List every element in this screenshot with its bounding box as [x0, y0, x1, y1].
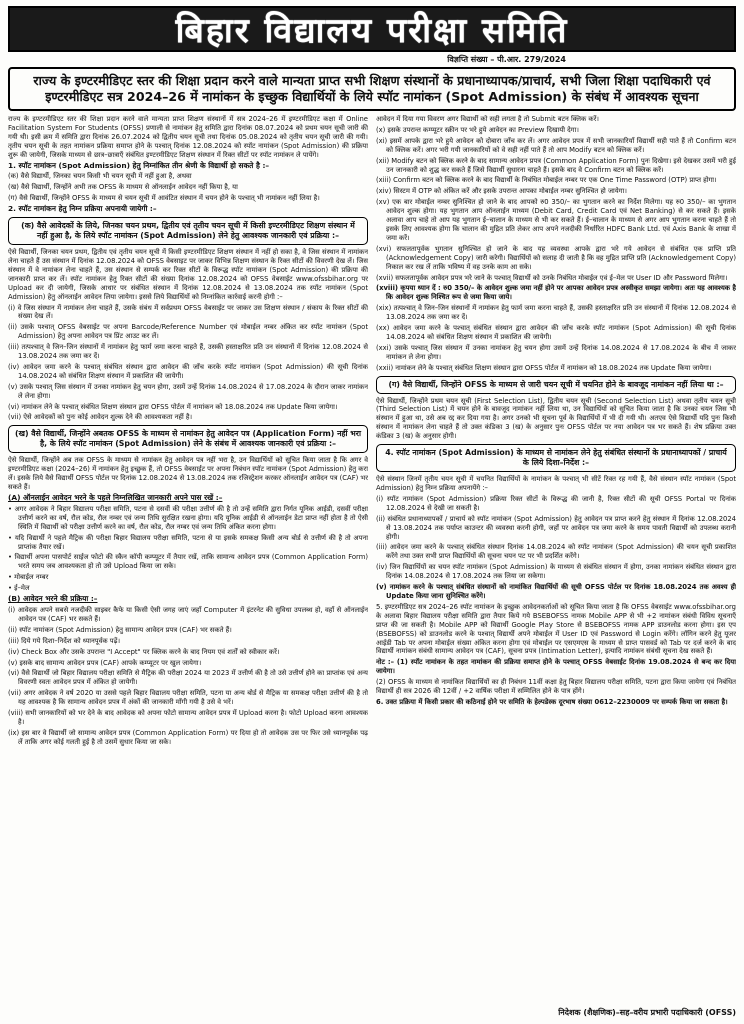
process-step: (i) वे जिस संस्थान में नामांकन लेना चाहते हैं, उसके संबंध में सर्वप्रथम OFSS वेबसाईट पर जाकर उस शिक्षण संस्थान / संकाय के रिक्त सीटों की संख्या देख लें। [8, 303, 368, 321]
signature-line: निदेशक (शैक्षणिक)–सह–वरीय प्रभारी पदाधिकारी (OFSS) [558, 1008, 736, 1017]
subsection-kha-paragraph: ऐसे विद्यार्थी, जिन्होंने अब तक OFSS के माध्यम से नामांकन हेतु आवेदन पत्र नहीं भरा है, उन विद्यार्थियों को सूचित किया जाता है कि अगर वे इण्टरमीडिएट कक्षा (2024–26) में नामांकन हेतु इच्छुक हैं, तो OFSS वेबसाईट पर अपना निबंधन स्पॉट नामांकन (Spot Admission) हेतु करा लें। इसके लिये वैसे विद्यार्थी OFSS पोर्टल पर दिनांक 12.08.2024 से 13.08.2024 तक रजिस्ट्रेशन करकर ऑनलाईन आवेदन पत्र (CAF) भर सकते हैं। [8, 456, 368, 492]
process-step: (vii) ऐसे आवेदकों को पुनः कोई आवेदन शुल्क देने की आवश्यकता नहीं है। [8, 413, 193, 422]
institution-step: (ii) संबंधित प्रधानाध्यापकों / प्राचार्य को स्पॉट नामांकन (Spot Admission) हेतु आवेदन पत्र प्राप्त करने हेतु संस्थान में दिनांक 12.08.2024 से 13.08.2024 तक पर्याप्त काउन्टर की व्यवस्था करनी होगी, जहाँ पर आवेदन पत्र जमा करने के समय पावती विद्यार्थी को उपलब्ध करानी होगी। [376, 514, 736, 541]
eligibility-item: (ग) वैसे विद्यार्थी, जिन्होंने OFSS के माध्यम से चयन सूची में आवंटित संस्थान में चयन होने के पश्चात् भी नामांकन नहीं लिया है। [8, 194, 320, 203]
process-step: (iv) आवेदन जमा करने के पश्चात् संबंधित संस्थान द्वारा आवेदन की जाँच करके स्पॉट नामांकन (Spot Admission) की सूची दिनांक 14.08.2024 को संबंधित शिक्षण संस्थान में प्रकाशित की जायेगी। [8, 362, 368, 380]
left-column [8, 115, 368, 985]
application-step: (xviii) कृपया ध्यान दें : रु0 350/– के आवेदन शुल्क जमा नहीं होने पर आपका आवेदन प्रपत्र अस्वीकृत समझा जायेगा। अतः यह आवश्यक है कि आवेदन शुल्क निश्चित रूप से जमा किया जाये। [376, 284, 736, 302]
application-step: (vi) वैसे विद्यार्थी जो बिहार विद्यालय परीक्षा समिति से मैट्रिक की परीक्षा 2024 या 2023 में उत्तीर्ण की है तो उसे उत्तीर्ण होने का प्राप्तांक एवं अन्य विवरणी स्वतः आवेदन प्रपत्र में अंकित हो जायेगी। [8, 669, 368, 687]
application-step: (xiv) सिस्टम में OTP को अंकित करें और इसके उपरान्त आपका मोबाईल नम्बर सुनिश्चित हो जायेगा। [376, 187, 627, 196]
section-a-heading: (A) ऑनलाईन आवेदन भरने के पहले निम्नलिखित जानकारी अपने पास रखें :– [8, 493, 223, 502]
requirement-item: • ई–मेल [8, 584, 30, 593]
advertisement-number: विज्ञप्ति संख्या – पी.आर. 279/2024 [447, 55, 566, 64]
note-1: नोट :– (1) स्पॉट नामांकन के तहत नामांकन की प्रक्रिया समाप्त होने के पश्चात् OFSS वेबसाईट दिनांक 19.08.2024 से बन्द कर दिया जायेगा। [376, 658, 736, 676]
application-step: (ix) इस बार वे विद्यार्थी जो सामान्य आवेदन प्रपत्र (Common Application Form) पर दिया हो तो आवेदक उस पर फिर उसे ध्यानपूर्वक पढ़ लें ताकि अगर कोई गलती हुई है तो उसमें सुधार किया जा सके। [8, 728, 368, 746]
requirement-item: • यदि विद्यार्थी ने पहले मैट्रिक की परीक्षा बिहार विद्यालय परीक्षा समिति, पटना से या इसके समकक्ष किसी अन्य बोर्ड से उत्तीर्ण की है तो अपना प्राप्तांक तैयार रखें। [8, 533, 368, 551]
application-step: (xix) तत्पश्चात् वे जिन–जिन संस्थानों में नामांकन हेतु फार्म जमा करना चाहते हैं, उसकी हस्ताक्षरित प्रति उन संस्थानों में दिनांक 12.08.2024 से 13.08.2024 तक जमा कर दें। [376, 304, 736, 322]
section-5-paragraph: 5. इण्टरमीडिएट सत्र 2024–26 स्पॉट नामांकन के इच्छुक आवेदनकर्ताओं को सूचित किया जाता है कि OFSS वेबसाईट www.ofssbihar.org के अलावा बिहार विद्यालय परीक्षा समिति द्वारा तैयार किये गये BSEBOFSS नामक Mobile APP से भी +2 नामांकन संबंधी विविध सूचनाएँ प्राप्त की जा सकती है। Mobile APP को विद्यार्थी Google Play Store से BSEBOFSS नामक APP डाउनलोड करना होगा। इस एप (BSEBOFSS) को डाउनलोड करने के पश्चात् विद्यार्थी अपने मोबाईल में User ID एवं Password से Login करेंगे। लॉगिन करने हेतु यूजर आईडी Tab पर अपना मोबाईल संख्या अंकित करना होगा एवं मोबाईल पर एसएमएस के माध्यम से प्राप्त पासवर्ड को Tab पर दर्ज करने के बाद विद्यार्थी नामांकन संबंधी सामान्य आवेदन पत्र (CAF), सूचना प्रपत्र (Intimation Letter), इत्यादि नामांकन संबंधी सूचना देख सकते हैं। [376, 602, 736, 656]
helpdesk-paragraph: 6. उक्त प्रक्रिया में किसी प्रकार की कठिनाई होने पर समिति के हेल्पडेस्क दूरभाष संख्या 0612–2230009 पर सम्पर्क किया जा सकता है। [376, 697, 728, 706]
subsection-ga-paragraph: ऐसे विद्यार्थी, जिन्होंने प्रथम चयन सूची (First Selection List), द्वितीय चयन सूची (Second Selection List) अथवा तृतीय चयन सूची (Third Selection List) में चयन होने के बावजूद नामांकन नहीं लिया था, उन विद्यार्थियों को सूचित किया जाता है कि उनका चयन जिस भी संस्थान में हुआ था, उसे अब रद्द कर दिया गया है। अगर उनको भी सूचना पूर्व के विद्यार्थियों में भी दी गयी थी। अतएव ऐसे विद्यार्थी यदि पुनः किसी संस्थान में नामांकन लेना चाहते हैं तो उक्त कंडिका 3 (ख) के अनुसार पुनः OFSS पोर्टल पर नया आवेदन पत्र भर सकते हैं। शेष प्रक्रिया उक्त कंडिका 3 (ख) के अनुसार होगी। [376, 396, 736, 441]
section-1-heading: 1. स्पॉट नामांकन (Spot Admission) हेतु निम्नांकित तीन श्रेणी के विद्यार्थी हो सकते है :– [8, 160, 270, 170]
subsection-ga-box: (ग) वैसे विद्यार्थी, जिन्होंने OFSS के माध्यम से जारी चयन सूची में चयनित होने के बावजूद नामांकन नहीं लिया था :– [376, 376, 736, 394]
section-4-paragraph: ऐसे संस्थान जिनमें तृतीय चयन सूची में चयनित विद्यार्थियों के नामांकन के पश्चात् भी सीटें रिक्त रह गयी हैं, वैसे संस्थान स्पॉट नामांकन (Spot Admission) हेतु निम्न प्रक्रिया अपनायेंगे :– [376, 475, 736, 492]
requirement-item: • मोबाईल नम्बर [8, 573, 49, 582]
subsection-ka-box: (क) वैसे आवेदकों के लिये, जिनका चयन प्रथम, द्वितीय एवं तृतीय चयन सूची में किसी इण्टरमीडिएट शिक्षण संस्थान में नहीं हुआ है, के लिये स्पॉट नामांकन (Spot Admission) लेने हेतु आवश्यक जानकारी एवं प्रक्रिया :– [8, 217, 368, 245]
subsection-kha-box: (ख) वैसे विद्यार्थी, जिन्होंने अबतक OFSS के माध्यम से नामांकन हेतु आवेदन पत्र (Application Form) नहीं भरा है, के लिये स्पॉट नामांकन (Spot Admission) लेने के संबंध में आवश्यक जानकारी एवं प्रक्रिया :– [8, 425, 368, 453]
notice-headline: राज्य के इण्टरमीडिएट स्तर की शिक्षा प्रदान करने वाले मान्यता प्राप्त सभी शिक्षण संस्थानों के प्रधानाध्यापक/प्राचार्य, सभी जिला शिक्षा पदाधिकारी एवं इण्टरमीडिएट सत्र 2024–26 में नामांकन के इच्छुक विद्यार्थियों के लिये स्पॉट नामांकन (Spot Admission) के संबंध में आवश्यक सूचना [8, 67, 736, 111]
intro-paragraph: राज्य के इण्टरमीडिएट स्तर की शिक्षा प्रदान करने वाले मान्यता प्राप्त शिक्षण संस्थानों में सत्र 2024–26 में इण्टरमीडिएट कक्षा में Online Facilitation System For Students (OFSS) प्रणाली से नामांकन हेतु समिति द्वारा दिनांक 08.07.2024 को प्रथम चयन सूची जारी की गयी थी। इसी क्रम में समिति द्वारा दिनांक 26.07.2024 को द्वितीय चयन सूची तथा दिनांक 05.08.2024 को तृतीय चयन सूची जारी की गयी। तृतीय चयन सूची के तहत नामांकन प्रक्रिया समाप्त होने के पश्चात् दिनांक 12.08.2024 को स्पॉट नामांकन (Spot Admission) की प्रक्रिया शुरू की जायेगी, जिसके माध्यम से छात्र–छात्राएँ संबंधित इण्टरमीडिएट शिक्षण संस्थान में रिक्त सीटों पर स्पॉट नामांकन ले पायेंगे। [8, 115, 368, 159]
application-step: (x) इसके उपरान्त कम्प्यूटर स्क्रीन पर भरे हुये आवेदन का Preview दिखायी देगा। [376, 125, 579, 134]
section-4-box: 4. स्पॉट नामांकन (Spot Admission) के माध्यम से नामांकन लेने हेतु संबंधित संस्थानों के प्रधानाध्यापकों / प्राचार्य के लिये दिशा–निर्देश :– [376, 444, 736, 472]
application-step: (viii) सभी जानकारियों को भर देने के बाद आवेदक को अपना फोटो सामान्य आवेदन प्रपत्र में Upload करना है। फोटो Upload करना आवश्यक है। [8, 709, 368, 726]
application-step: (xi) इसमें आपके द्वारा भरे हुये आवेदन को दोबारा जाँच कर लें। अगर आवेदन प्रपत्र में सभी जानकारियाँ विद्यार्थी सही पाते हैं तो Confirm बटन को क्लिक करें। अगर भरी गयी जानकारियों को वे सही नहीं पाते हैं तो आप Modify बटन को क्लिक करें। [376, 136, 736, 154]
institution-step: (v) नामांकन करने के पश्चात् संबंधित संस्थानों को नामांकित विद्यार्थियों की सूची OFSS पोर्टल पर दिनांक 18.08.2024 तक अवश्य ही Update किया जाना सुनिश्चित करेंगे। [376, 583, 736, 600]
section-b-heading: (B) आवेदन भरने की प्रक्रिया :– [8, 594, 98, 604]
notice-body [8, 115, 736, 985]
institution-step: (iii) आवेदन जमा करने के पश्चात् संबंधित संस्थान दिनांक 14.08.2024 को स्पॉट नामांकन (Spot Admission) की चयन सूची प्रकाशित करेंगे तथा उक्त सभी प्राप्त विद्यार्थियों की सूचना चयन पट पर भी प्रदर्शित करेंगे। [376, 543, 736, 561]
institution-step: (iv) जिन विद्यार्थियों का चयन स्पॉट नामांकन (Spot Admission) के माध्यम से संबंधित संस्थान में होगा, उनका नामांकन संबंधित संस्थान द्वारा दिनांक 14.08.2024 से 17.08.2024 तक लिया जा सकेगा। [376, 563, 736, 581]
application-step: (xxii) नामांकन लेने के पश्चात् संबंधित शिक्षण संस्थान द्वारा OFSS पोर्टल में नामांकन को 18.08.2024 तक Update किया जायेगा। [376, 363, 712, 372]
process-step: (ii) उसके पश्चात् OFSS वेबसाईट पर अपना Barcode/Reference Number एवं मोबाईल नम्बर अंकित कर स्पॉट नामांकन (Spot Admission) हेतु अपना आवेदन पत्र प्रिंट आउट कर लें। [8, 323, 368, 341]
process-step: (iii) तत्पश्चात् वे जिन–जिन संस्थानों में नामांकन हेतु फार्म जमा करना चाहते हैं, उसकी हस्ताक्षरित प्रति उन संस्थानों में दिनांक 12.08.2024 से 13.08.2024 तक जमा कर दें। [8, 343, 368, 361]
note-2: (2) OFSS के माध्यम से नामांकित विद्यार्थियों का ही निबंधन 11वीं कक्षा हेतु बिहार विद्यालय परीक्षा समिति, पटना द्वारा किया जायेगा एवं निबंधित विद्यार्थी ही सत्र 2026 की 12वीं / +2 वार्षिक परीक्षा में सम्मिलित होने के पात्र होंगे। [376, 678, 736, 696]
institution-step: (i) स्पॉट नामांकन (Spot Admission) प्रक्रिया रिक्त सीटों के विरूद्ध की जानी है, रिक्त सीटों की सूची OFSS Portal पर दिनांक 12.08.2024 से देखी जा सकती है। [376, 494, 736, 512]
application-step: (xiii) Confirm बटन को क्लिक करने के बाद विद्यार्थी के निबंधित मोबाईल नम्बर पर एक One Time Password (OTP) प्राप्त होगा। [376, 176, 717, 185]
application-step: (iii) दिये गये दिशा–निर्देश को ध्यानपूर्वक पढ़ें। [8, 636, 121, 645]
application-step: (v) इसके बाद सामान्य आवेदन प्रपत्र (CAF) आपके कम्प्यूटर पर खुल जायेगा। [8, 658, 202, 667]
application-step: (i) आवेदक अपने सबसे नजदीकी साइबर कैफे या किसी ऐसी जगह जाएं जहाँ Computer में इंटरनेट की सुविधा उपलब्ध हो, वहाँ से ऑनलाईन आवेदन पत्र (CAF) भर सकते हैं। [8, 605, 368, 623]
requirement-item: • अगर आवेदक ने बिहार विद्यालय परीक्षा समिति, पटना से दसवीं की परीक्षा उत्तीर्ण की है तो उन्हें समिति द्वारा निर्गत यूनिक आईडी, दसवीं परीक्षा उत्तीर्ण करने का वर्ष, रौल कोड, रौल नम्बर एवं जन्म तिथि सुरक्षित रखना होगा। यदि यूनिक आईडी से ऑनलाईन डेटा प्राप्त नहीं होता है तो ऐसी स्थिति में विद्यार्थी को परीक्षा उत्तीर्ण करने का वर्ष, रौल कोड, रौल नम्बर एवं जन्म तिथि अंकित करना होगा। [8, 504, 368, 531]
eligibility-item: (क) वैसे विद्यार्थी, जिनका चयन किसी भी चयन सूची में नहीं हुआ है, अथवा [8, 172, 192, 181]
board-title-banner: बिहार विद्यालय परीक्षा समिति [8, 6, 736, 52]
application-step: (xx) आवेदन जमा करने के पश्चात् संबंधित संस्थान द्वारा आवेदन की जाँच करके स्पॉट नामांकन (Spot Admission) की सूची दिनांक 14.08.2024 को संबंधित शिक्षण संस्थान में प्रकाशित की जायेगी। [376, 324, 736, 341]
application-step: आवेदन में दिया गया विवरण अगर विद्यार्थी को सही लगता है तो Submit बटन क्लिक करें। [376, 115, 599, 123]
application-step: (ii) स्पॉट नामांकन (Spot Admission) हेतु सामान्य आवेदन प्रपत्र (CAF) भर सकते हैं। [8, 625, 232, 634]
process-step: (v) उसके पश्चात् जिस संस्थान में उनका नामांकन हेतु चयन होगा, उसमें उन्हें दिनांक 14.08.2024 से 17.08.2024 के दौरान जाकर नामांकन ले लेना होगा। [8, 382, 368, 400]
eligibility-item: (ख) वैसे विद्यार्थी, जिन्होंने अभी तक OFSS के माध्यम से ऑनलाईन आवेदन नहीं किया है, या [8, 183, 238, 192]
application-step: (xvi) सफलतापूर्वक भुगतान सुनिश्चित हो जाने के बाद यह व्यवस्था आपके द्वारा भरे गये आवेदन से संबंधित एक प्राप्ति प्रति (Acknowledgement Copy) जारी करेगी। विद्यार्थियों को सलाह दी जाती है कि वह मुद्रित प्राप्ति प्रति (Acknowledgement Copy) निकाल कर रख लें ताकि भविष्य में वह उनके काम आ सके। [376, 244, 736, 271]
application-step: (xii) Modify बटन को क्लिक करने के बाद सामान्य आवेदन प्रपत्र (Common Application Form) पुनः दिखेगा। इसे देखकर उसमें भरी हुई उन जानकारी को शुद्ध कर सकते हैं जिसे विद्यार्थी सुधारना चाहते हैं। इसके बाद वे Confirm बटन को क्लिक करें। [376, 156, 736, 174]
right-column [376, 115, 736, 985]
section-2-heading: 2. स्पॉट नामांकन हेतु निम्न प्रक्रिया अपनायी जायेगी :– [8, 204, 157, 214]
application-step: (xv) एक बार मोबाईल नम्बर सुनिश्चित हो जाने के बाद आपको रु0 350/– का भुगतान करने का निर्देश मिलेगा। यह रु0 350/– का भुगतान आवेदन शुल्क होगा। यह भुगतान आप ऑनलाईन माध्यम (Debit Card, Credit Card एवं Net Banking) से कर सकते हैं। इसके अलावा आप चाहे तो आप यह भुगतान ई–चालान के माध्यम से भी कर सकते हैं। ई–चालान के माध्यम से अगर आप भुगतान करना चाहते हैं तो इसके लिए आवश्यक होगा कि चालान की मुद्रित प्रति लेकर आप अपने नजदीकी निर्धारित HDFC Bank Ltd. एवं Axis Bank के शाखा में जमा करें। [376, 198, 736, 242]
requirement-item: • विद्यार्थी अपना पासपोर्ट साईज फोटो की स्कैन कॉपी कम्प्यूटर में तैयार रखें, ताकि सामान्य आवेदन प्रपत्र (Common Application Form) भरते समय जब आवश्यकता हो तो उसे Upload किया जा सके। [8, 553, 368, 571]
application-step: (iv) Check Box और उसके उपरान्त "I Accept" पर क्लिक करने के बाद नियम एवं शर्तों को स्वीकार करें। [8, 647, 280, 656]
process-step: (vi) नामांकन लेने के पश्चात् संबंधित शिक्षण संस्थान द्वारा OFSS पोर्टल में नामांकन को 18.08.2024 तक Update किया जायेगा। [8, 402, 338, 411]
application-step: (vii) अगर आवेदक ने वर्ष 2020 या उससे पहले बिहार विद्यालय परीक्षा समिति, पटना या अन्य बोर्ड से मैट्रिक या समकक्ष परीक्षा उत्तीर्ण की है तो यह आवश्यक है कि सामान्य आवेदन प्रपत्र में अंकों की जानकारी माँगी गयी है उसे वे भरें। [8, 689, 368, 707]
subsection-ka-paragraph: ऐसे विद्यार्थी, जिनका चयन प्रथम, द्वितीय एवं तृतीय चयन सूची में किसी इण्टरमीडिएट शिक्षण संस्थान में नहीं हो सका है, वे जिस संस्थान में नामांकन लेना चाहते हैं उस संस्थान में दिनांक 12.08.2024 को OFSS वेबसाइट पर जाकर विभिन्न शिक्षण संस्थान के रिक्त सीटों की विवरणी देख लें। जिस संस्थान में वे नामांकन लेना चाहते हैं, उस संस्थान से सम्पर्क कर रिक्त सीटों के विरूद्ध स्पॉट नामांकन (Spot Admission) की प्रक्रिया की जानकारी प्राप्त कर लें। स्पॉट नामांकन हेतु रिक्त सीटों की संख्या दिनांक 12.08.2024 को OFSS वेबसाईट www.ofssbihar.org पर Upload कर दी जायेगी, जिसके आधार पर संबंधित संस्थान में दिनांक 12.08.2024 से 13.08.2024 तक स्पॉट नामांकन (Spot Admission) हेतु ऑनलाईन आवेदन लिया जायेगा। इससे लिये विद्यार्थियों को निम्नांकित कार्रवाई करनी होगी :– [8, 248, 368, 301]
application-step: (xvii) सफलतापूर्वक आवेदन प्रपत्र भरे जाने के पश्चात् विद्यार्थी को उनके निबंधित मोबाईल एवं ई–मेल पर User ID और Password मिलेगा। [376, 273, 728, 282]
application-step: (xxi) उसके पश्चात् जिस संस्थान में उनका नामांकन हेतु चयन होगा उसमें उन्हें दिनांक 14.08.2024 से 17.08.2024 के बीच में जाकर नामांकन ले लेना होगा। [376, 343, 736, 361]
